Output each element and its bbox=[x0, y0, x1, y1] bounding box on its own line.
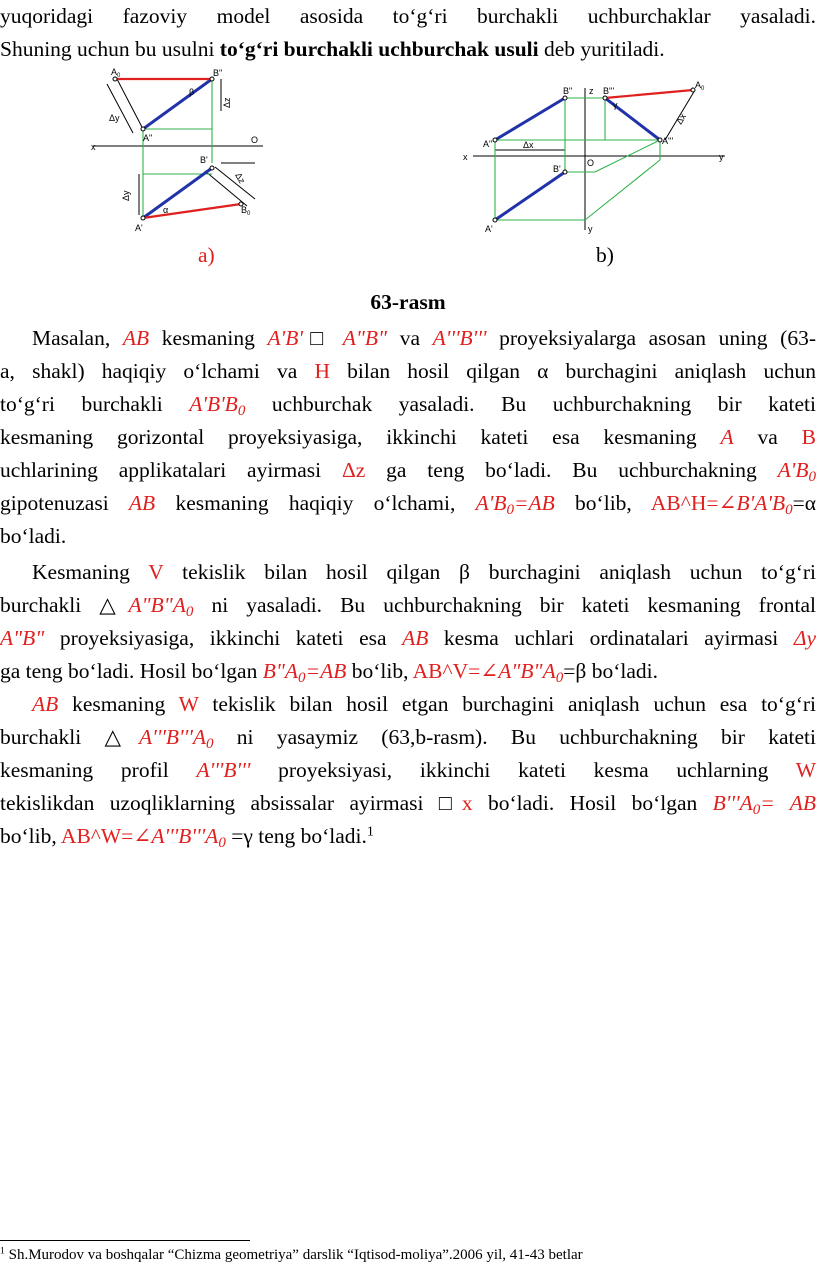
text-line bbox=[0, 355, 816, 388]
text-run: uchburchak yasaladi. Bu uchburchakning bir kateti bbox=[245, 392, 816, 416]
text-line bbox=[0, 556, 816, 589]
text-run: AB bbox=[122, 326, 150, 350]
text-run: bo‘lib, bbox=[346, 659, 413, 683]
label-origin: O bbox=[251, 135, 259, 145]
text-run: AB bbox=[32, 692, 59, 716]
label-A1: A' bbox=[485, 224, 493, 234]
label-delta-x-right: Δx bbox=[674, 111, 688, 126]
text-run: kesmaning bbox=[149, 326, 268, 350]
text-line bbox=[0, 487, 816, 520]
text-run: 0 bbox=[237, 402, 246, 419]
figure-title: 63-rasm bbox=[370, 290, 446, 314]
figure-a-diagram bbox=[85, 63, 285, 243]
text-run: B'''A bbox=[712, 791, 753, 815]
label-A3: A''' bbox=[662, 136, 674, 146]
text-run: kesma uchlari ordinatalari ayirmasi bbox=[428, 626, 794, 650]
text-line bbox=[0, 622, 816, 655]
text-run: =γ teng bo‘ladi. bbox=[225, 824, 367, 848]
label-delta-y-top: Δy bbox=[109, 113, 120, 123]
label-delta-y-bottom: Δy bbox=[121, 190, 131, 201]
label-A2: A" bbox=[483, 139, 493, 149]
text-run: W bbox=[178, 692, 199, 716]
text-line bbox=[0, 33, 816, 66]
text-run: 0 bbox=[205, 735, 214, 752]
point-marker bbox=[563, 96, 567, 100]
label-y-axis-right: y bbox=[719, 152, 724, 162]
method-name: to‘g‘ri burchakli uchburchak usuli bbox=[219, 37, 539, 61]
text-run: va bbox=[387, 326, 433, 350]
text-run: 0 bbox=[247, 211, 251, 217]
point-marker bbox=[141, 127, 145, 131]
text-run: A'''B''' bbox=[432, 326, 487, 350]
frontal-projection-segment bbox=[495, 98, 565, 140]
text-line bbox=[0, 655, 816, 688]
text-run: yuqoridagi fazoviy model asosida to‘g‘ri burchakli uchburchaklar yasaladi. bbox=[0, 4, 816, 28]
footnote-mark: 1 bbox=[0, 1245, 5, 1257]
point-marker bbox=[563, 170, 567, 174]
text-run: B bbox=[801, 425, 816, 449]
footnote-divider bbox=[0, 1240, 250, 1241]
text-run: B bbox=[241, 205, 248, 215]
text-run: x bbox=[461, 791, 473, 815]
label-y-axis-bottom: y bbox=[588, 224, 593, 234]
text-run: AB bbox=[402, 626, 429, 650]
text-run: A'''B'''A bbox=[138, 725, 206, 749]
text-run: 0 bbox=[117, 73, 121, 79]
label-x-axis: x bbox=[463, 152, 468, 162]
text-run: bo‘lib, bbox=[0, 824, 61, 848]
text-run: to‘g‘ri burchakli bbox=[0, 392, 190, 416]
text-run: kesmaning bbox=[58, 692, 179, 716]
label-B1: B' bbox=[553, 164, 561, 174]
point-marker bbox=[493, 138, 497, 142]
label-delta-x-middle: Δx bbox=[523, 140, 534, 150]
frontal-projection-segment bbox=[143, 79, 212, 129]
text-run: A'''B''' bbox=[196, 758, 251, 782]
label-A2: A" bbox=[143, 133, 153, 143]
text-run: Masalan, bbox=[32, 326, 123, 350]
figure-b-diagram bbox=[455, 80, 735, 240]
text-run: V bbox=[148, 560, 164, 584]
text-run: = AB bbox=[760, 791, 816, 815]
text-run: bilan hosil qilgan α burchagini aniqlash uchun bbox=[329, 359, 816, 383]
text-run: □ bbox=[438, 791, 462, 815]
text-line bbox=[0, 421, 816, 454]
text-run: proyeksiyasi, ikkinchi kateti kesma uchlarning bbox=[250, 758, 796, 782]
text-run: Kesmaning bbox=[32, 560, 149, 584]
text-run: A'B bbox=[777, 458, 809, 482]
label-z-axis: z bbox=[589, 86, 594, 96]
text-line bbox=[0, 589, 816, 622]
label-delta-z-lower: Δz bbox=[233, 171, 248, 186]
label-gamma: γ bbox=[613, 100, 618, 110]
label-B1: B' bbox=[200, 155, 208, 165]
text-line bbox=[0, 787, 816, 820]
paragraph-3 bbox=[0, 688, 816, 853]
true-length-segment bbox=[605, 90, 693, 98]
text-run: 0 bbox=[785, 501, 793, 518]
text-line bbox=[0, 0, 816, 33]
paragraph-2 bbox=[0, 556, 816, 688]
text-line bbox=[0, 388, 816, 421]
text-run: uchlarining applikatalari ayirmasi bbox=[0, 458, 342, 482]
text-run: burchakli bbox=[0, 725, 105, 749]
text-run: A"B"A bbox=[498, 659, 556, 683]
text-run: =α bbox=[792, 491, 816, 515]
label-B3: B''' bbox=[603, 86, 615, 96]
text-run: A'''B'''A bbox=[151, 824, 219, 848]
label-delta-z-right: Δz bbox=[222, 97, 232, 108]
label-B2: B" bbox=[563, 86, 573, 96]
text-run: proyeksiyasiga, ikkinchi kateti esa bbox=[44, 626, 403, 650]
text-run: kesmaning profil bbox=[0, 758, 197, 782]
text-line bbox=[0, 721, 816, 754]
text-run: W bbox=[795, 758, 816, 782]
point-marker bbox=[210, 166, 214, 170]
text-run: A bbox=[111, 67, 118, 77]
text-run: 0 bbox=[185, 603, 194, 620]
intro-paragraph bbox=[0, 0, 816, 66]
text-run: ∠ bbox=[133, 824, 152, 848]
text-run: □ bbox=[303, 326, 331, 350]
text-run: A"B" bbox=[330, 326, 388, 350]
text-run: A'B'B bbox=[189, 392, 238, 416]
text-line bbox=[0, 820, 816, 853]
text-run: kesmaning gorizontal proyeksiyasiga, ikkinchi kateti esa kesmaning bbox=[0, 425, 721, 449]
text-run: =AB bbox=[514, 491, 555, 515]
text-run: tekislik bilan hosil qilgan β burchagini aniqlash uchun to‘g‘ri bbox=[163, 560, 816, 584]
text-run: burchakli bbox=[0, 593, 100, 617]
text-run: ni yasaladi. Bu uchburchakning bir kateti kesmaning frontal bbox=[193, 593, 816, 617]
text-run: bo‘lib, bbox=[554, 491, 651, 515]
point-marker bbox=[141, 216, 145, 220]
text-run: ni yasaymiz (63,b-rasm). Bu uchburchakning bir kateti bbox=[213, 725, 816, 749]
figure-caption-b: b) bbox=[596, 243, 614, 267]
text-run: 0 bbox=[555, 669, 564, 686]
text-run: ∠ bbox=[718, 491, 737, 515]
text-run: 0 bbox=[808, 468, 816, 485]
text-run: AB bbox=[128, 491, 156, 515]
text-run: △ bbox=[99, 593, 129, 617]
text-run: A'B' bbox=[267, 326, 303, 350]
text-run: ga teng bo‘ladi. Hosil bo‘lgan bbox=[0, 659, 263, 683]
text-run: △ bbox=[104, 725, 139, 749]
text-run: ∠ bbox=[480, 659, 499, 683]
text-run: B"A bbox=[262, 659, 299, 683]
text-run: 0 bbox=[506, 501, 515, 518]
text-run: proyeksiyalarga asosan uning (63- bbox=[486, 326, 816, 350]
text-run: deb yuritiladi. bbox=[538, 37, 665, 61]
text-run: =β bo‘ladi. bbox=[563, 659, 658, 683]
text-run: Δy bbox=[793, 626, 816, 650]
label-B2: B" bbox=[213, 68, 223, 78]
text-run: tekislikdan uzoqliklarning absissalar ayirmasi bbox=[0, 791, 439, 815]
label-B0 bbox=[241, 205, 251, 217]
text-line bbox=[0, 454, 816, 487]
projection-line bbox=[585, 160, 660, 220]
text-run: A"B"A bbox=[128, 593, 186, 617]
text-run: ga teng bo‘ladi. Bu uchburchakning bbox=[365, 458, 778, 482]
footnote bbox=[0, 1247, 583, 1264]
dimension-line bbox=[215, 167, 255, 199]
dimension-line bbox=[117, 79, 143, 129]
text-line bbox=[0, 520, 816, 553]
text-run: AB^V= bbox=[412, 659, 481, 683]
text-run: Shuning uchun bu usulni bbox=[0, 37, 220, 61]
text-run: va bbox=[733, 425, 802, 449]
text-run: kesmaning haqiqiy o‘lchami, bbox=[155, 491, 476, 515]
paragraph-1 bbox=[0, 322, 816, 553]
label-A0 bbox=[695, 80, 705, 92]
text-line bbox=[0, 322, 816, 355]
text-run: AB^H= bbox=[650, 491, 719, 515]
text-run: 0 bbox=[752, 801, 761, 818]
figure-caption-a: a) bbox=[198, 243, 215, 267]
label-origin: O bbox=[587, 158, 595, 168]
text-run: 0 bbox=[218, 834, 226, 851]
text-run: A bbox=[695, 80, 702, 90]
footnote-text: Sh.Murodov va boshqalar “Chizma geometriya” darslik “Iqtisod-moliya”.2006 yil, 41-43 betlar bbox=[4, 1247, 583, 1263]
text-run: A'B bbox=[475, 491, 507, 515]
text-run: A bbox=[720, 425, 734, 449]
text-line bbox=[0, 754, 816, 787]
label-A1: A' bbox=[135, 223, 143, 233]
text-run: B'A'B bbox=[736, 491, 786, 515]
text-run: Δz bbox=[341, 458, 366, 482]
text-run: tekislik bilan hosil etgan burchagini aniqlash uchun esa to‘g‘ri bbox=[198, 692, 816, 716]
text-run: a, shakl) haqiqiy o‘lchami va bbox=[0, 359, 315, 383]
label-beta: β bbox=[189, 87, 195, 97]
footnote-reference: 1 bbox=[366, 824, 374, 840]
text-run: A"B" bbox=[0, 626, 45, 650]
text-run: H bbox=[314, 359, 330, 383]
label-x-axis: x bbox=[91, 142, 96, 152]
text-run: bo‘ladi. Hosil bo‘lgan bbox=[472, 791, 713, 815]
text-run: 0 bbox=[701, 86, 705, 92]
text-run: gipotenuzasi bbox=[0, 491, 129, 515]
horizontal-projection-segment bbox=[495, 172, 565, 220]
point-marker bbox=[493, 218, 497, 222]
text-run: 0 bbox=[298, 669, 306, 686]
label-alpha: α bbox=[163, 205, 169, 215]
text-run: AB^W= bbox=[60, 824, 134, 848]
text-line bbox=[0, 688, 816, 721]
text-run: bo‘ladi. bbox=[0, 524, 67, 548]
point-marker bbox=[603, 96, 607, 100]
dimension-line bbox=[107, 84, 133, 133]
text-run: =AB bbox=[305, 659, 347, 683]
